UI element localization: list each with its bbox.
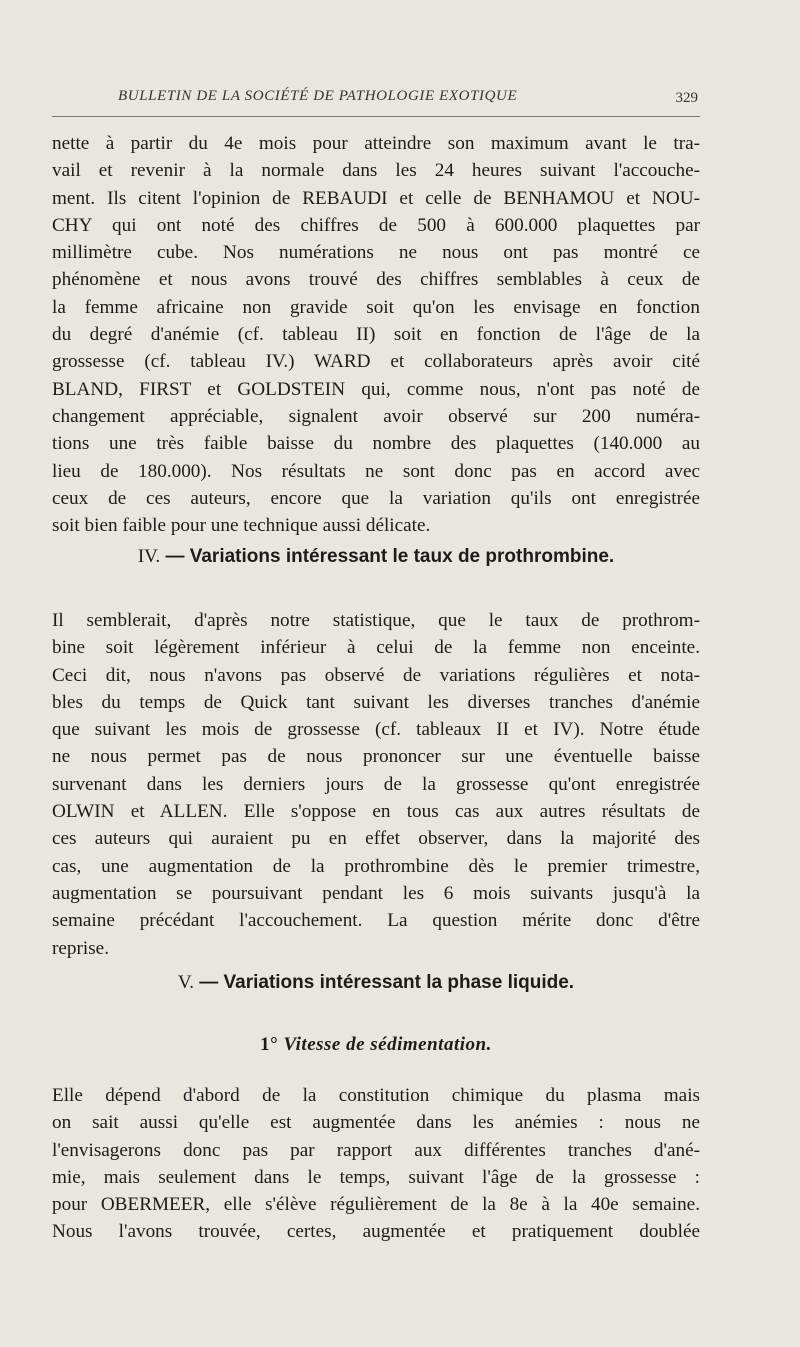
paragraph-prothrombin: [52, 607, 700, 962]
text-line: du degré d'anémie (cf. tableau II) soit en fonction de l'âge de la: [52, 324, 700, 346]
section-title: — Variations intéressant le taux de prothrombine.: [165, 546, 615, 567]
section-title: — Variations intéressant la phase liquide.: [199, 972, 575, 993]
text-line: Ceci dit, nous n'avons pas observé de variations régulières et nota-: [52, 664, 700, 686]
text-line: OLWIN et ALLEN. Elle s'oppose en tous cas aux autres résultats de: [52, 801, 700, 823]
text-line: cas, une augmentation de la prothrombine dès le premier trimestre,: [52, 855, 700, 877]
subsection-number: 1°: [260, 1034, 279, 1055]
running-title: BULLETIN DE LA SOCIÉTÉ DE PATHOLOGIE EXOTIQUE: [118, 88, 518, 104]
subsection-heading: [52, 1034, 700, 1056]
text-line: augmentation se poursuivant pendant les 6 mois suivants jusqu'à la: [52, 882, 700, 904]
text-line: bine soit légèrement inférieur à celui de la femme non enceinte.: [52, 637, 700, 659]
text-line: tions une très faible baisse du nombre des plaquettes (140.000 au: [52, 433, 700, 455]
text-line: reprise.: [52, 937, 110, 959]
text-line: BLAND, FIRST et GOLDSTEIN qui, comme nous, n'ont pas noté de: [52, 378, 700, 400]
text-line: pour OBERMEER, elle s'élève régulièrement de la 8e à la 40e semaine.: [52, 1194, 700, 1216]
text-line: nette à partir du 4e mois pour atteindre son maximum avant le tra-: [52, 133, 700, 154]
text-line: la femme africaine non gravide soit qu'on les envisage en fonction: [52, 296, 700, 318]
text-line: on sait aussi qu'elle est augmentée dans les anémies : nous ne: [52, 1112, 700, 1134]
subsection-title: Vitesse de sédimentation.: [283, 1034, 492, 1055]
text-line: survenant dans les derniers jours de la grossesse qu'ont enregistrée: [52, 773, 700, 795]
section-heading-iv: [52, 546, 700, 568]
text-line: Elle dépend d'abord de la constitution chimique du plasma mais: [52, 1085, 700, 1106]
text-line: phénomène et nous avons trouvé des chiffres semblables à ceux de: [52, 269, 700, 291]
text-line: vail et revenir à la normale dans les 24 heures suivant l'accouche-: [52, 160, 700, 182]
text-line: Il semblerait, d'après notre statistique, que le taux de prothrom-: [52, 610, 700, 631]
section-number: V.: [177, 972, 194, 993]
text-line: lieu de 180.000). Nos résultats ne sont donc pas en accord avec: [52, 460, 700, 482]
text-line: ne nous permet pas de nous prononcer sur une éventuelle baisse: [52, 746, 700, 768]
text-line: changement appréciable, signalent avoir observé sur 200 numéra-: [52, 405, 700, 427]
section-number: IV.: [137, 546, 161, 567]
text-line: bles du temps de Quick tant suivant les diverses tranches d'anémie: [52, 691, 700, 713]
text-line: mie, mais seulement dans le temps, suivant l'âge de la grossesse :: [52, 1166, 700, 1188]
text-line: ment. Ils citent l'opinion de REBAUDI et celle de BENHAMOU et NOU-: [52, 187, 700, 209]
header-rule: [52, 116, 700, 117]
text-line: grossesse (cf. tableau IV.) WARD et collaborateurs après avoir cité: [52, 351, 700, 373]
text-line: Nous l'avons trouvée, certes, augmentée et pratiquement doublée: [52, 1221, 700, 1243]
text-line: ces auteurs qui auraient pu en effet observer, dans la majorité des: [52, 828, 700, 850]
page-number: 329: [675, 90, 698, 106]
text-line: semaine précédant l'accouchement. La question mérite donc d'être: [52, 910, 700, 932]
running-header: [52, 88, 700, 114]
paragraph-sedimentation: [52, 1082, 700, 1246]
text-line: l'envisagerons donc pas par rapport aux différentes tranches d'ané-: [52, 1139, 700, 1161]
text-line: ceux de ces auteurs, encore que la variation qu'ils ont enregistrée: [52, 487, 700, 509]
text-line: que suivant les mois de grossesse (cf. tableaux II et IV). Notre étude: [52, 719, 700, 741]
text-line: millimètre cube. Nos numérations ne nous ont pas montré ce: [52, 242, 700, 264]
section-heading-v: [52, 972, 700, 994]
text-line: soit bien faible pour une technique aussi délicate.: [52, 515, 431, 537]
paragraph-platelets: [52, 130, 700, 539]
text-line: CHY qui ont noté des chiffres de 500 à 600.000 plaquettes par: [52, 214, 700, 236]
